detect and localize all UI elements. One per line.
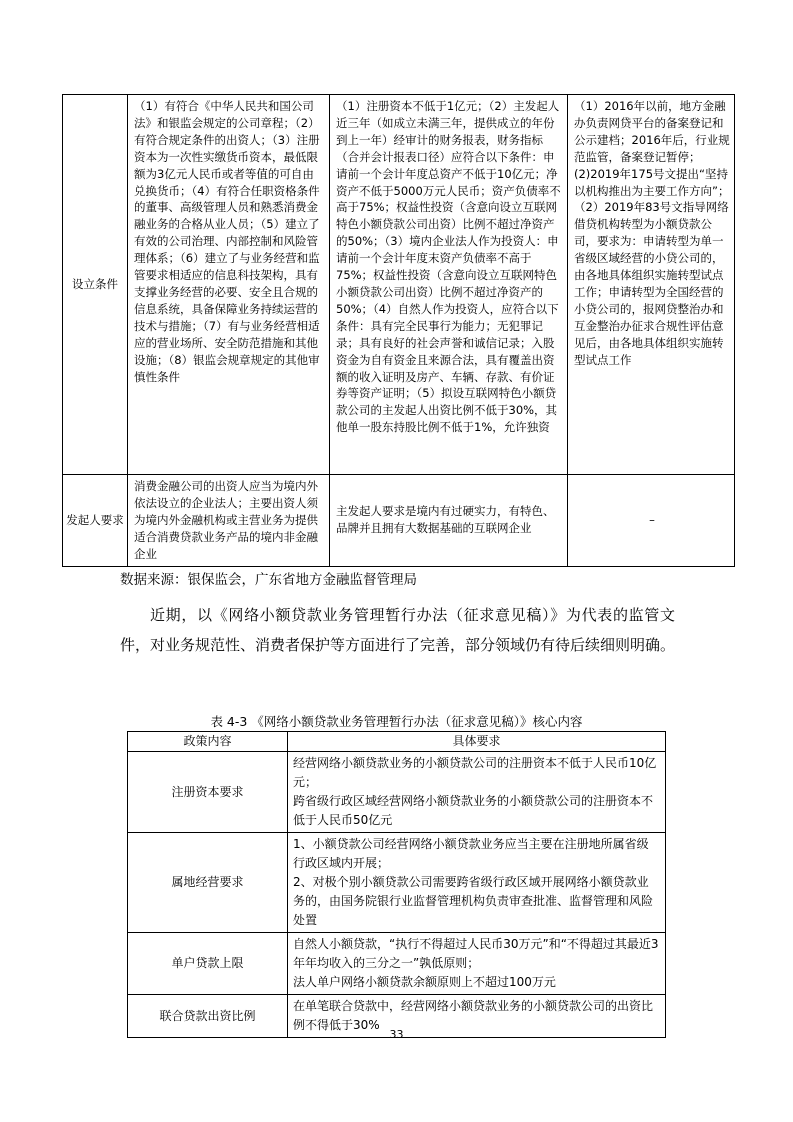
table-row [128,933,666,995]
column-header: 具体要求 [288,732,666,752]
source-note: 数据来源：银保监会，广东省地方金融监督管理局 [120,572,417,588]
consumer-finance-sponsor-cell: 消费金融公司的出资人应当为境内外依法设立的企业法人；主要出资人须为境内外金融机构或主营业务为提供适合消费贷款业务产品的境内非金融企业 [128,475,330,567]
table-header-row [128,732,666,752]
policy-label: 属地经营要求 [128,833,288,933]
policy-label: 单户贷款上限 [128,933,288,995]
table-row [128,752,666,833]
row-label: 发起人要求 [63,475,128,567]
table-row [128,833,666,933]
p2p-conditions-cell: （1）2016年以前，地方金融办负责网贷平台的备案登记和公示建档；2016年后，行业规范监管，备案登记暂停；(2)2019年175号文提出“坚持以机构推出为主要工作方向”；（2）2019年83号文指导网络借贷机构转型为小额贷款公司，要求为：申请转型为单一省级区域经营的小贷公司的，由各地具体组织实施转型试点工作；申请转型为全国经营的小贷公司的，报网贷整治办和互金整治办征求合规性评估意见后，由各地具体组织实施转型试点工作 [568,95,735,475]
row-label: 设立条件 [63,95,128,475]
table-row [63,475,735,567]
table-caption: 表 4-3 《网络小额贷款业务管理暂行办法（征求意见稿）》核心内容 [210,714,583,729]
policy-label: 联合贷款出资比例 [128,995,288,1038]
policy-label: 注册资本要求 [128,752,288,833]
consumer-finance-conditions-cell: （1）有符合《中华人民共和国公司法》和银监会规定的公司章程；（2）有符合规定条件的出资人；（3）注册资本为一次性实缴货币资本，最低限额为3亿元人民币或者等值的可自由兑换货币；（4）有符合任职资格条件的董事、高级管理人员和熟悉消费金融业务的合格从业人员；（5）建立了有效的公司治理、内部控制和风险管理体系；（6）建立了与业务经营和监管要求相适应的信息科技架构，具有支撑业务经营的必要、安全且合规的信息系统，具备保障业务持续运营的技术与措施；（7）有与业务经营相适应的营业场所、安全防范措施和其他设施；（8）银监会规章规定的其他审慎性条件 [128,95,330,475]
body-paragraph: 近期，以《网络小额贷款业务管理暂行办法（征求意见稿）》为代表的监管文件，对业务规范性、消费者保护等方面进行了完善，部分领域仍有待后续细则明确。 [120,606,676,654]
policy-text: 自然人小额贷款，“执行不得超过人民币30万元”和“不得超过其最近3年年均收入的三分之一”孰低原则； 法人单户网络小额贷款余额原则上不超过100万元 [288,933,666,995]
requirements-comparison-table [62,94,735,567]
policy-text: 1、小额贷款公司经营网络小额贷款业务应当主要在注册地所属省级行政区域内开展； 2、对极个别小额贷款公司需要跨省级行政区域开展网络小额贷款业务的，由国务院银行业监督管理机构负责审查批准、监督管理和风险处置 [288,833,666,933]
online-microloan-sponsor-cell: 主发起人要求是境内有过硬实力，有特色、品牌并且拥有大数据基础的互联网企业 [330,475,568,567]
policy-core-table [127,731,666,1038]
online-microloan-conditions-cell: （1）注册资本不低于1亿元；（2）主发起人近三年（如成立未满三年，提供成立的年份到上一年）经审计的财务报表，财务指标（合并会计报表口径）应符合以下条件：申请前一个会计年度总资产不低于10亿元；净资产不低于5000万元人民币；资产负债率不高于75%；权益性投资（含意向设立互联网特色小额贷款公司出资）比例不超过净资产的50%；（3）境内企业法人作为投资人：申请前一个会计年度末资产负债率不高于75%；权益性投资（含意向设立互联网特色小额贷款公司出资）比例不超过净资产的50%；（4）自然人作为投资人，应符合以下条件：具有完全民事行为能力；无犯罪记录；具有良好的社会声誉和诚信记录；入股资金为自有资金且来源合法，具有覆盖出资额的收入证明及房产、车辆、存款、有价证券等资产证明；（5）拟设互联网特色小额贷款公司的主发起人出资比例不低于30%，其他单一股东持股比例不低于1%，允许独资 [330,95,568,475]
table-row [63,95,735,475]
page-number: 33 [389,1028,404,1041]
policy-text: 经营网络小额贷款业务的小额贷款公司的注册资本不低于人民币10亿元； 跨省级行政区域经营网络小额贷款业务的小额贷款公司的注册资本不低于人民币50亿元 [288,752,666,833]
column-header: 政策内容 [128,732,288,752]
p2p-sponsor-cell: – [568,475,735,567]
policy-text: 在单笔联合贷款中，经营网络小额贷款业务的小额贷款公司的出资比例不得低于30% [288,995,666,1038]
